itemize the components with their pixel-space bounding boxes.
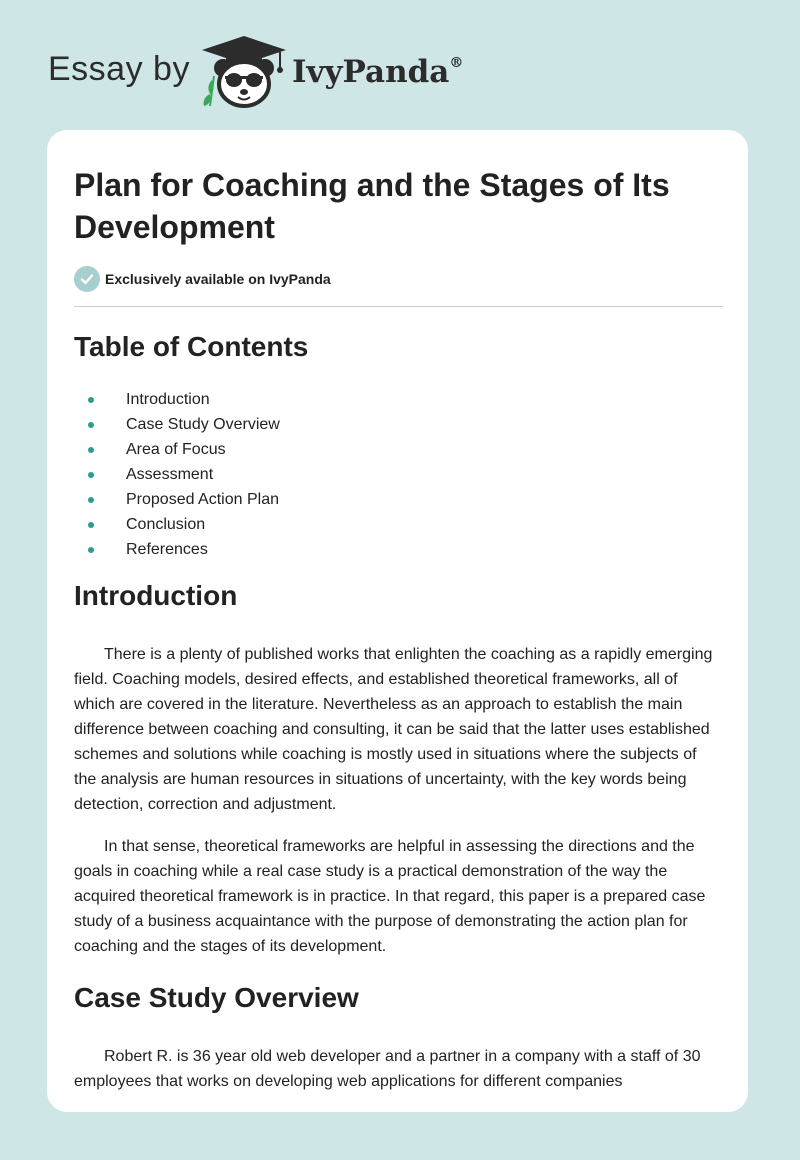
section-heading-introduction: Introduction (74, 580, 238, 611)
exclusive-label: Exclusively available on IvyPanda (105, 271, 331, 287)
toc-item-introduction[interactable] (74, 387, 722, 412)
paragraph: In that sense, theoretical frameworks are helpful in assessing the directions and the goals in coaching while a real case study is a practical demonstration of the way the acquired theoretical framework is in practice. In that regard, this paper is a prepared case study of a business acquaintance with the purpose of demonstrating the action plan for coaching and the stages of its development. (74, 838, 706, 955)
bullet-icon (88, 472, 94, 478)
paragraph: There is a plenty of published works that enlighten the coaching as a rapidly emerging field. Coaching models, desired effects, and established theoretical frameworks, all of which are covered in the literature. Nevertheless as an approach to establish the main difference between coaching and consulting, it can be said that the latter uses established schemes and solutions while coaching is mostly used in situations where the subjects of the analysis are human resources in situations of uncertainty, with the key words being detection, correction and adjustment. (74, 646, 713, 813)
table-of-contents (74, 387, 722, 562)
toc-item-label: Introduction (126, 391, 210, 408)
toc-item-area-of-focus[interactable] (74, 437, 722, 462)
checkmark-icon (74, 266, 100, 292)
toc-item-label: Proposed Action Plan (126, 491, 279, 508)
panda-graduate-icon[interactable] (198, 34, 290, 110)
toc-item-label: Area of Focus (126, 441, 226, 458)
toc-item-label: Case Study Overview (126, 416, 280, 433)
divider (74, 306, 723, 307)
exclusive-badge (74, 266, 722, 292)
toc-heading: Table of Contents (74, 331, 309, 362)
page-title: Plan for Coaching and the Stages of Its Development (74, 167, 670, 245)
bullet-icon (88, 422, 94, 428)
article-card (47, 130, 748, 1112)
toc-item-label: Conclusion (126, 516, 206, 533)
toc-item-case-study-overview[interactable] (74, 412, 722, 437)
paragraph: Robert R. is 36 year old web developer and a partner in a company with a staff of 30 employees that works on developing web applications for different companies (74, 1048, 701, 1090)
bullet-icon (88, 547, 94, 553)
bullet-icon (88, 447, 94, 453)
section-heading-case-study: Case Study Overview (74, 982, 359, 1013)
bullet-icon (88, 397, 94, 403)
toc-item-conclusion[interactable] (74, 512, 722, 537)
brand-prefix: Essay by (48, 50, 190, 88)
bullet-icon (88, 497, 94, 503)
site-header (0, 0, 800, 130)
brand-name[interactable]: IvyPanda® (292, 54, 464, 90)
bullet-icon (88, 522, 94, 528)
toc-item-label: Assessment (126, 466, 214, 483)
toc-item-proposed-action-plan[interactable] (74, 487, 722, 512)
toc-item-label: References (126, 541, 208, 558)
toc-item-assessment[interactable] (74, 462, 722, 487)
toc-item-references[interactable] (74, 537, 722, 562)
